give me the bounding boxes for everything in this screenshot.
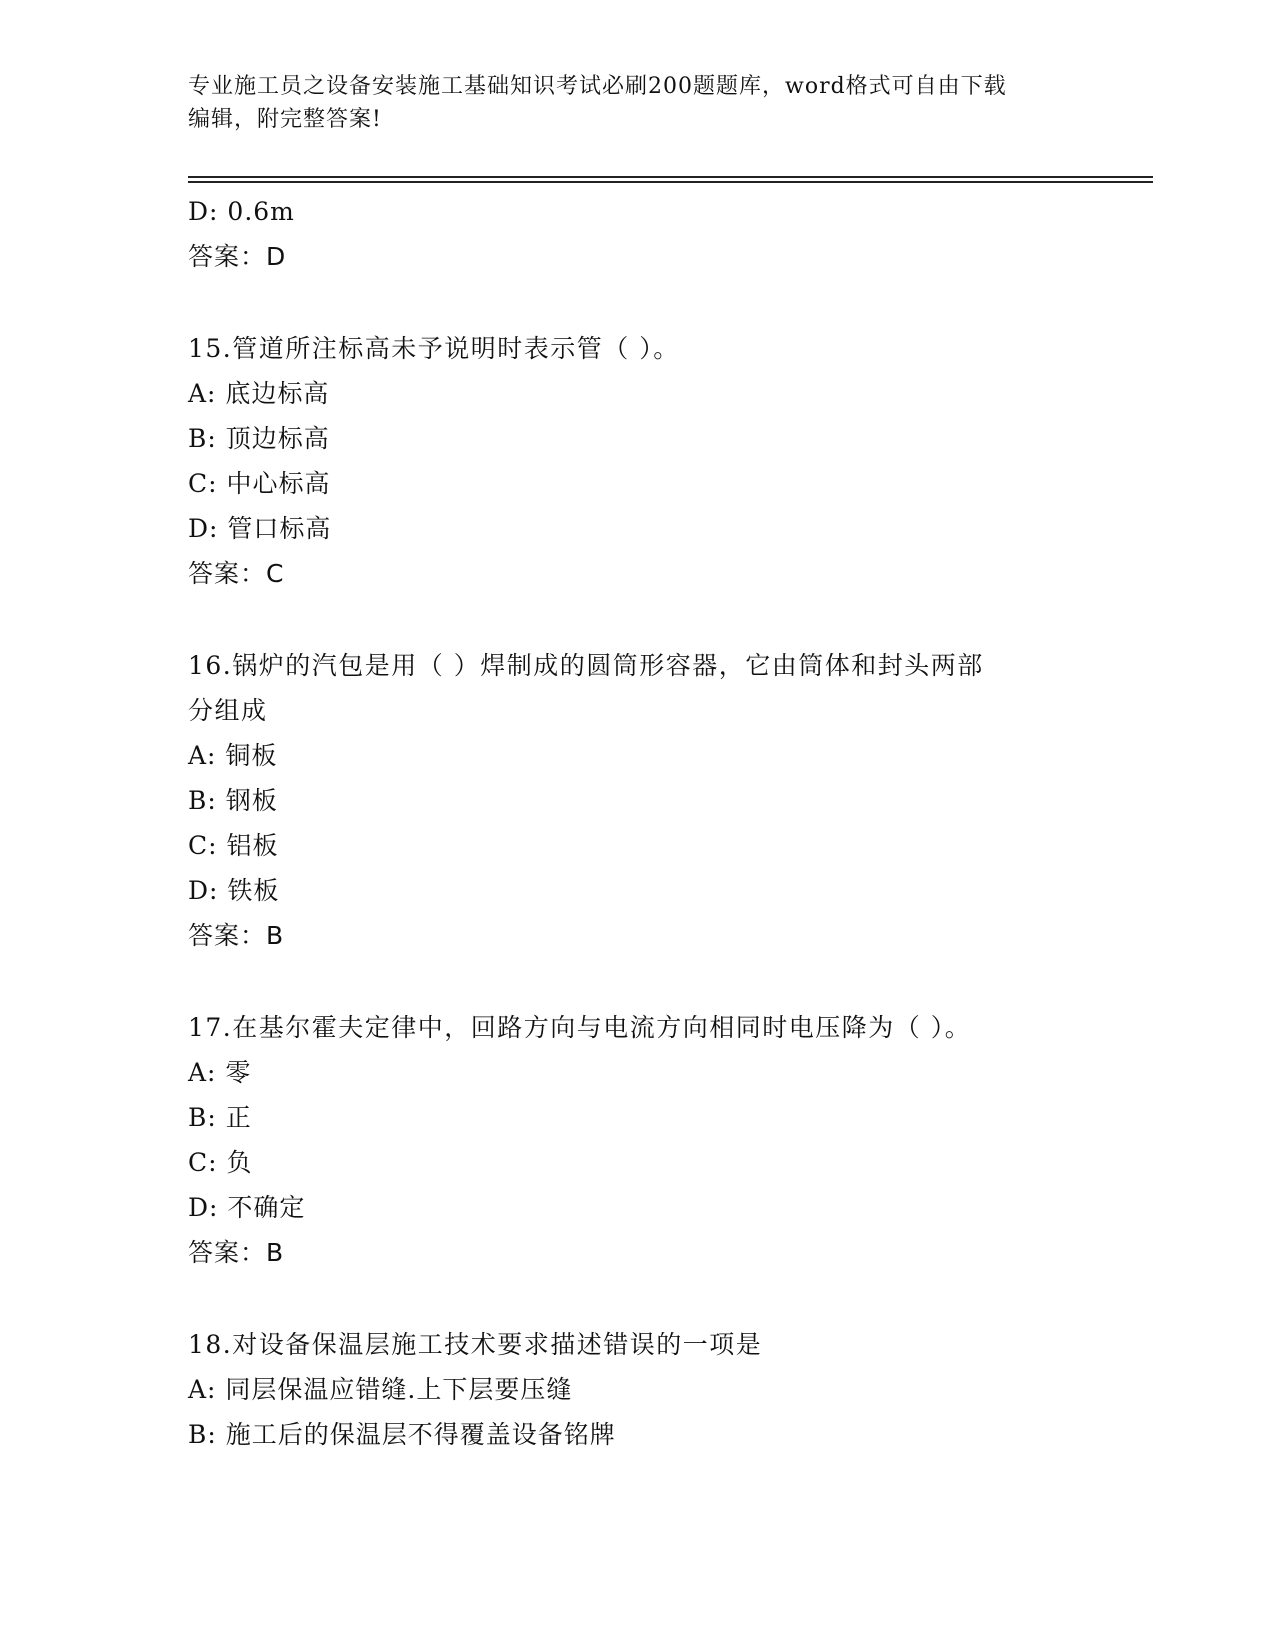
option-c: C: 中心标高 xyxy=(188,469,331,498)
document-header xyxy=(188,70,1088,136)
option-d: D: 不确定 xyxy=(188,1193,306,1222)
question-18 xyxy=(188,1322,1088,1457)
prev-answer: 答案：D xyxy=(188,242,287,271)
header-divider-bottom xyxy=(188,181,1153,183)
question-15 xyxy=(188,326,1088,596)
question-stem-line-1: 16.锅炉的汽包是用（ ）焊制成的圆筒形容器，它由筒体和封头两部 xyxy=(188,651,984,680)
option-b: B: 钢板 xyxy=(188,786,278,815)
answer: 答案：B xyxy=(188,1238,285,1267)
option-a: A: 同层保温应错缝.上下层要压缝 xyxy=(188,1375,573,1404)
option-c: C: 铝板 xyxy=(188,831,279,860)
option-b: B: 顶边标高 xyxy=(188,424,330,453)
header-line-2: 编辑，附完整答案! xyxy=(188,107,382,132)
option-a: A: 底边标高 xyxy=(188,379,330,408)
option-d: D: 铁板 xyxy=(188,876,280,905)
option-a: A: 零 xyxy=(188,1058,252,1087)
answer: 答案：B xyxy=(188,921,285,950)
option-a: A: 铜板 xyxy=(188,741,278,770)
option-b: B: 施工后的保温层不得覆盖设备铭牌 xyxy=(188,1420,616,1449)
question-stem: 15.管道所注标高未予说明时表示管（ ）。 xyxy=(188,334,680,363)
header-line-1: 专业施工员之设备安装施工基础知识考试必刷200题题库，word格式可自由下载 xyxy=(188,74,1007,99)
header-divider-top xyxy=(188,176,1153,178)
option-c: C: 负 xyxy=(188,1148,253,1177)
answer: 答案：C xyxy=(188,559,285,588)
question-stem: 17.在基尔霍夫定律中，回路方向与电流方向相同时电压降为（ ）。 xyxy=(188,1013,972,1042)
prev-option-d: D: 0.6m xyxy=(188,197,295,226)
question-stem: 18.对设备保温层施工技术要求描述错误的一项是 xyxy=(188,1330,763,1359)
question-list xyxy=(188,189,1088,1457)
option-d: D: 管口标高 xyxy=(188,514,332,543)
question-17 xyxy=(188,1005,1088,1275)
question-stem-line-2: 分组成 xyxy=(188,696,268,725)
question-16 xyxy=(188,643,1088,958)
option-b: B: 正 xyxy=(188,1103,252,1132)
